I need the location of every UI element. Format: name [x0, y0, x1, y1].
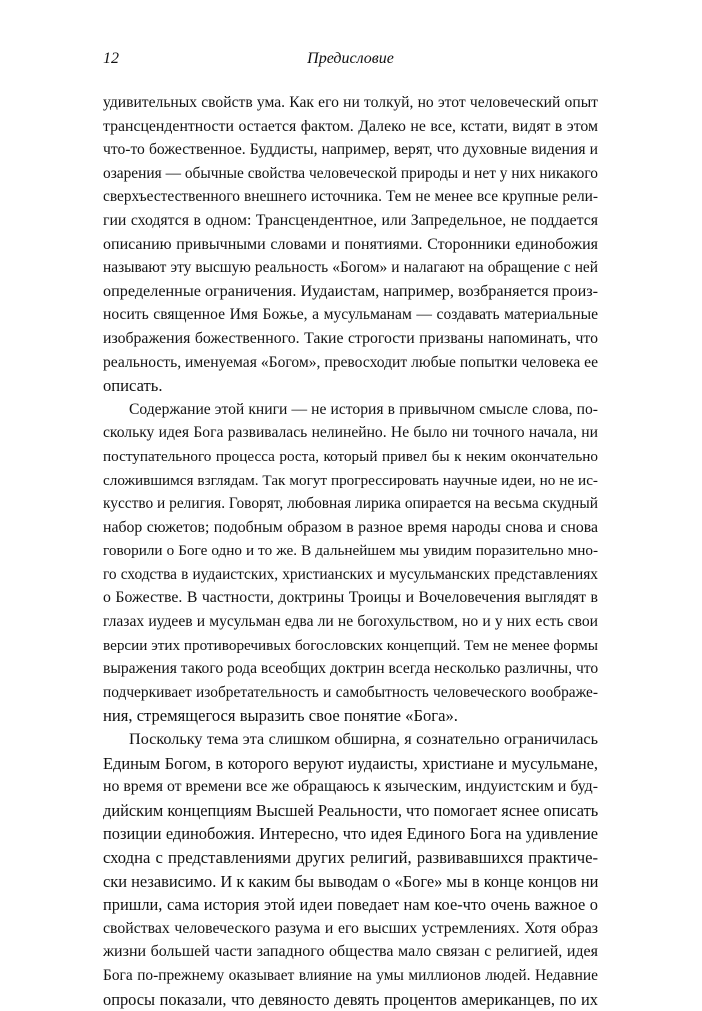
text-line: позиции единобожия. Интересно, что идея Единого Бога на удивление: [103, 824, 598, 844]
text-line: версии этих противоречивых богословских концепций. Тем не менее формы: [103, 636, 598, 654]
text-line: о Божестве. В частности, доктрины Троицы и Вочеловечения выглядят в: [103, 589, 598, 607]
page-header: [103, 47, 598, 71]
text-line: го сходства в иудаистских, христианских и мусульманских представлениях: [103, 565, 598, 583]
text-line: опросы показали, что девяносто девять процентов американцев, по их: [103, 989, 598, 1009]
body-text: [103, 91, 598, 1011]
text-line: выражения такого рода всеобщих доктрин всегда несколько различны, что: [103, 660, 599, 678]
text-line: кусство и религия. Говорят, любовная лирика опирается на весьма скудный: [103, 495, 598, 513]
paragraph-2: [103, 398, 598, 728]
text-line: изображения божественного. Такие строгости призваны напоминать, что: [103, 329, 598, 347]
text-line: реальность, именуемая «Богом», превосходит любые попытки человека ее: [103, 353, 598, 371]
text-line: озарения — обычные свойства человеческой природы и нет у них никакого: [103, 164, 598, 182]
paragraph-3: [103, 728, 598, 1011]
text-line: набор сюжетов; подобным образом в разное время народы снова и снова: [103, 518, 598, 536]
text-line: жизни большей части западного общества мало связан с религией, идея: [103, 943, 598, 961]
text-line: удивительных свойств ума. Как его ни толкуй, но этот человеческий опыт: [103, 94, 598, 111]
text-line: что-то божественное. Буддисты, например, верят, что духовные видения и: [103, 141, 598, 159]
text-line: поступательного процесса роста, который привел бы к неким окончательно: [103, 447, 598, 465]
text-line: описать.: [103, 376, 163, 396]
text-line: Бога по-прежнему оказывает влияние на умы миллионов людей. Недавние: [103, 966, 598, 984]
text-line: трансцендентности остается фактом. Далеко не все, кстати, видят в этом: [103, 117, 598, 135]
running-title: Предисловие: [307, 50, 394, 67]
text-line: скольку идея Бога развивалась нелинейно. Не было ни точного начала, ни: [103, 424, 598, 442]
text-line: описанию привычными словами и понятиями. Сторонники единобожия: [103, 235, 598, 253]
text-line: пришли, сама история этой идеи поведает нам кое-что очень важное о: [103, 895, 598, 915]
text-line: Поскольку тема эта слишком обширна, я сознательно ограничилась: [129, 730, 598, 749]
text-line: определенные ограничения. Иудаистам, например, возбраняется произ-: [103, 281, 599, 300]
page-number: 12: [103, 50, 119, 67]
text-line: подчеркивает изобретательность и самобытность человеческого воображе-: [103, 683, 598, 701]
text-line: глазах иудеев и мусульман едва ли не богохульством, но и у них есть свои: [103, 613, 598, 631]
text-line: ски независимо. И к каким бы выводам о «Боге» мы в конце концов ни: [103, 871, 599, 891]
text-line: сверхъестественного внешнего источника. Тем не менее все крупные рели-: [103, 188, 598, 206]
text-line: называют эту высшую реальность «Богом» и налагают на обращение с ней: [103, 259, 598, 277]
text-line: говорили о Боге одно и то же. В дальнейшем мы увидим поразительно мно-: [103, 542, 598, 560]
text-line: но время от времени все же обращаюсь к языческим, индуистским и буд-: [103, 778, 598, 796]
text-line: свойствах человеческого разума и его высших устремлениях. Хотя образ: [103, 919, 598, 937]
text-line: Содержание этой книги — не история в привычном смысле слова, по-: [129, 400, 598, 418]
text-line: гии сходятся в одном: Трансцендентное, или Запредельное, не поддается: [103, 211, 598, 229]
text-line: сходна с представлениями других религий, развивавшихся практиче-: [103, 848, 598, 867]
text-line: носить священное Имя Божье, а мусульманам — создавать материальные: [103, 306, 598, 324]
text-line: дийским концепциям Высшей Реальности, что помогает яснее описать: [103, 800, 599, 820]
text-line: ния, стремящегося выразить свое понятие «Бога».: [103, 706, 458, 726]
paragraph-1: [103, 91, 598, 398]
text-line: сложившимся взглядам. Так могут прогрессировать научные идеи, но не ис-: [103, 471, 598, 489]
text-line: Единым Богом, в которого веруют иудаисты, христиане и мусульмане,: [103, 753, 598, 773]
